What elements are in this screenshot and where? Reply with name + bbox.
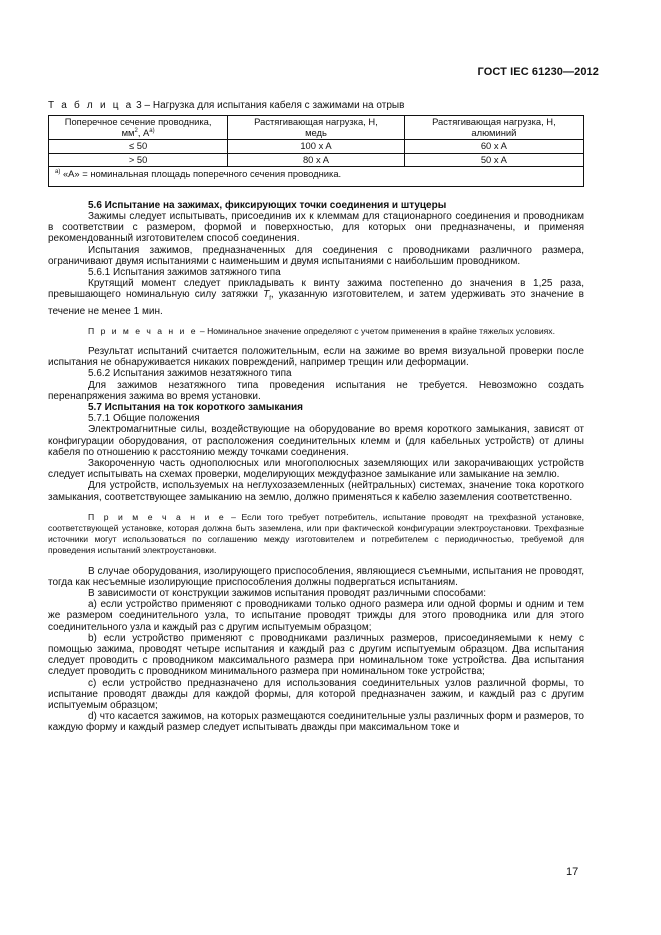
torque-text-1: Крутящий момент следует прикладывать к винту зажима постепенно до значения в 1,25 раза, превышающего номинальную силу затяжки (48, 278, 584, 301)
header-copper (228, 116, 405, 140)
list-item-b: b) если устройство применяют с проводниками различных размеров, присоединяемыми к нему с помощью зажима, проводят четыре испытания и каждый раз с другим испытуемым образцом. Два испытания следует проводить с проводником максимального размера при номинальном токе устройства. Два испытания следует проводить с проводником минимального размера при номинальном токе устройства; (48, 632, 584, 678)
header-unit-a: , А (137, 126, 150, 138)
table-cell: 100 x A (228, 140, 405, 154)
table-label: Т а б л и ц а (48, 100, 134, 111)
section-5-7-heading: 5.7 Испытания на ток короткого замыкания (88, 401, 303, 413)
paragraph: Испытания зажимов, предназначенных для соединения с проводниками различного размера, ограничивают двумя испытаниями с наименьшим и двумя испытаниями с наибольшим проводником. (48, 244, 584, 267)
table-caption (48, 100, 584, 111)
table-row (49, 153, 584, 167)
torque-symbol-sub: f (269, 296, 271, 303)
section-5-7-1-heading: 5.7.1 Общие положения (88, 413, 200, 425)
table-row (49, 140, 584, 154)
table-cell: 60 x A (404, 140, 583, 154)
list-item-a: а) если устройство применяют с проводниками только одного размера или одной формы и одним и тем же размером соединительного узла, то испытание проводят трижды для этого проводника или для этого соединительного узла и каждый раз с другим испытуемым образцом; (48, 599, 584, 633)
table-footnote (49, 167, 584, 187)
note-1-label: П р и м е ч а н и е (88, 325, 198, 336)
header-aluminium (404, 116, 583, 140)
header-footnote-ref: а) (149, 127, 155, 134)
footnote-marker: а) (55, 169, 61, 176)
paragraph: Закороченную часть однополюсных или многополюсных заземляющих или закорачивающих устройств следует испытывать на схемах проверки, моделирующих междуфазное замыкание или замыкание на землю. (48, 457, 584, 481)
list-item-d: d) что касается зажимов, на которых размещаются соединительные узлы различных форм и размеров, то каждую форму и каждый размер следует испытывать дважды при максимальном токе и (48, 711, 584, 734)
header-cross-section-line1: Поперечное сечение проводника, (64, 116, 212, 128)
paragraph: Электромагнитные силы, воздействующие на оборудование во время короткого замыкания, зависят от конфигурации оборудования, от расположения соединительных клемм и (для кабельных устройств) от длины кабеля по отношению к расстоянию между точками соединения. (48, 424, 584, 458)
table-cell: ≤ 50 (49, 140, 228, 154)
header-copper-line2: медь (305, 126, 327, 138)
header-aluminium-line2: алюминий (471, 126, 517, 138)
paragraph: Зажимы следует испытывать, присоединив их к клеммам для стационарного соединения и проводникам в соответствии с размером, формой и поверхностью, для которых они предназначены, и применяя рекомендованный изготовителем способ соединения. (48, 210, 584, 245)
note-2 (48, 512, 584, 557)
paragraph: В случае оборудования, изолирующего приспособления, являющиеся съемными, испытания не проводят, тогда как несъемные изолирующие приспособления должны подвергаться испытаниям. (48, 565, 584, 588)
page-content (48, 100, 584, 734)
table-cell: 50 x A (404, 153, 583, 167)
note-2-text: – Если того требует потребитель, испытание проводят на трехфазной установке, соответствующей установке, которая должна быть заземлена, или при фактической конфигурации электроустановки. Трехфазные источники могут использоваться по соглашению между изготовителем и потребителем с периодичностью, требуемой для проведения испытаний электроустановки. (48, 511, 584, 556)
note-1 (48, 326, 584, 337)
header-copper-line1: Растягивающая нагрузка, Н, (254, 116, 378, 128)
paragraph: Для зажимов незатяжного типа проведения испытания не требуется. Невозможно создать перенапряжения зажима во время установки. (48, 379, 584, 402)
section-5-6-1-heading: 5.6.1 Испытания зажимов затяжного типа (88, 266, 281, 278)
note-2-label: П р и м е ч а н и е (88, 511, 226, 522)
paragraph: В зависимости от конструкции зажимов испытания проводят различными способами: (88, 588, 486, 599)
page-number: 17 (566, 866, 579, 878)
section-5-6-2-heading: 5.6.2 Испытания зажимов незатяжного типа (88, 368, 292, 380)
paragraph: Результат испытаний считается положительным, если на зажиме во время визуальной проверки после испытания не обнаруживается никаких повреждений, например трещин или деформации. (48, 345, 584, 369)
list-item-c: с) если устройство предназначено для использования соединительных узлов различной формы, то испытание проводят дважды для каждой формы, для которой предназначен зажим, и каждый раз с другим испытуемым образцом; (48, 677, 584, 712)
load-table (48, 115, 584, 187)
table-cell: 80 x A (228, 153, 405, 167)
table-caption-text: 3 – Нагрузка для испытания кабеля с зажимами на отрыв (136, 100, 405, 111)
table-cell: > 50 (49, 153, 228, 167)
paragraph-torque (48, 278, 584, 317)
header-unit-mm: мм (121, 126, 135, 138)
footnote-text: «А» = номинальная площадь поперечного сечения проводника. (62, 168, 342, 180)
table-header-row (49, 116, 584, 140)
paragraph: Для устройств, используемых на неглухозаземленных (нейтральных) системах, значение тока короткого замыкания, соответствующее замыканию на землю, должно применяться к кабелю заземления соответственно. (48, 480, 584, 503)
table-footnote-row (49, 167, 584, 187)
header-cross-section (49, 116, 228, 140)
torque-text-2: , указанную изготовителем, и затем удерживать это значение в течение не менее 1 мин. (48, 289, 584, 317)
torque-symbol: T (263, 289, 270, 301)
header-sup-2: 2 (134, 127, 138, 134)
document-header: ГОСТ IEC 61230—2012 (477, 66, 599, 78)
note-1-text: – Номинальное значение определяют с учетом применения в крайне тяжелых условиях. (197, 325, 555, 336)
header-aluminium-line1: Растягивающая нагрузка, Н, (432, 116, 556, 128)
section-5-6-heading: 5.6 Испытание на зажимах, фиксирующих точки соединения и штуцеры (88, 199, 447, 211)
